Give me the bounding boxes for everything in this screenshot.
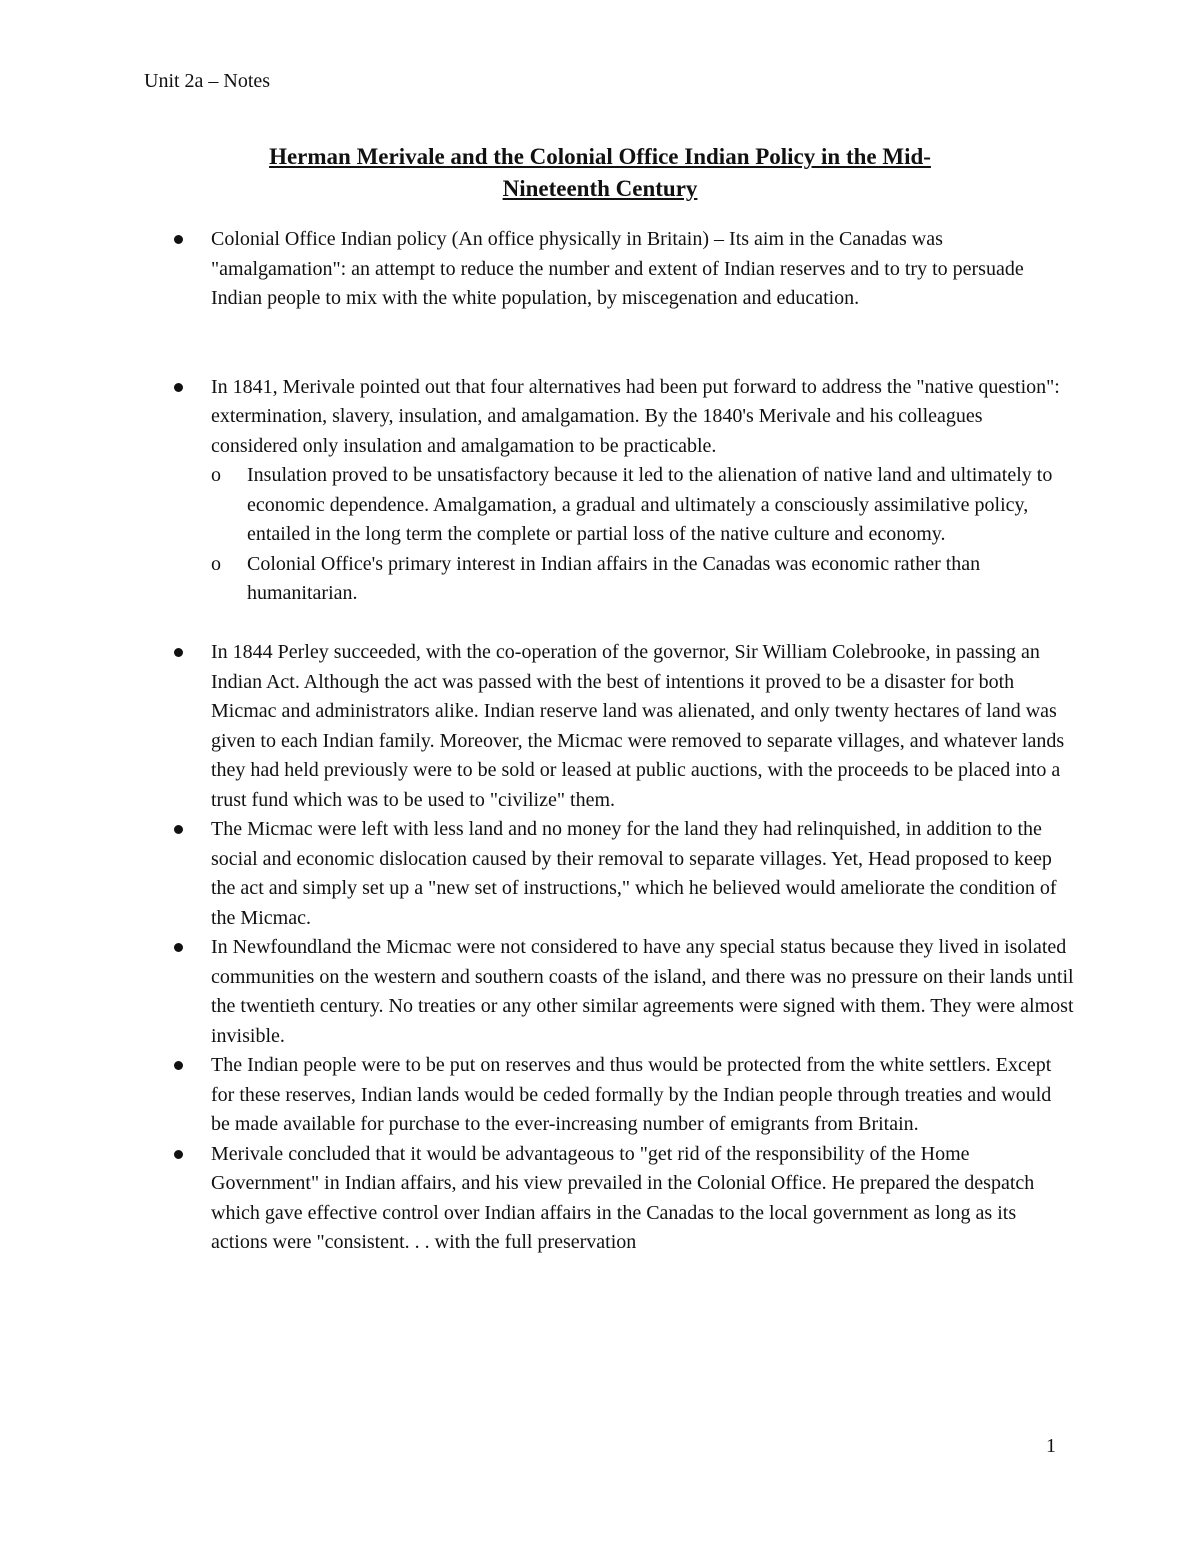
document-title (180, 141, 1020, 205)
bullet-icon (174, 1061, 183, 1070)
bullet-item (174, 1140, 1074, 1258)
sub-bullet-marker: o (211, 464, 221, 486)
bullet-text: In 1844 Perley succeeded, with the co-operation of the governor, Sir William Colebrooke, in passing an Indian Act. Although the act was passed with the best of intentions it proved to be a disaster for both Micmac and administrators alike. Indian reserve land was alienated, and only twenty hectares of land was given to each Indian family. Moreover, the Micmac were removed to separate villages, and whatever lands they had held previously were to be sold or leased at public auctions, with the proceeds to be placed into a trust fund which was to be used to "civilize" them. (211, 641, 1065, 811)
sub-bullet-text: Insulation proved to be unsatisfactory because it led to the alienation of native land and ultimately to economic dependence. Amalgamation, a gradual and ultimately a consciously assimilative policy, entailed in the long term the complete or partial loss of the native culture and economy. (247, 464, 1053, 545)
bullet-icon (174, 648, 183, 657)
notes-body (174, 225, 1074, 1258)
bullet-icon (174, 235, 183, 244)
sub-bullet-marker: o (211, 552, 221, 575)
bullet-text: In Newfoundland the Micmac were not considered to have any special status because they lived in isolated communities on the western and southern coasts of the island, and there was no pressure on their lands until the twentieth century. No treaties or any other similar agreements were signed with them. They were almost invisible. (211, 936, 1074, 1047)
bullet-item (174, 225, 1074, 314)
bullet-text: Merivale concluded that it would be advantageous to "get rid of the responsibility of the Home Government" in Indian affairs, and his view prevailed in the Colonial Office. He prepared the despatch which gave effective control over Indian affairs in the Canadas to the local government as long as its actions were "consistent. . . with the full preservation (211, 1142, 1035, 1253)
sub-bullet-text: Colonial Office's primary interest in Indian affairs in the Canadas was economic rather than humanitarian. (247, 552, 981, 604)
title-line-1: Herman Merivale and the Colonial Office Indian Policy in the Mid- (269, 144, 931, 169)
bullet-text: The Micmac were left with less land and no money for the land they had relinquished, in addition to the social and economic dislocation caused by their removal to separate villages. Yet, Head proposed to keep the act and simply set up a "new set of instructions," which he believed would ameliorate the condition of the Micmac. (211, 818, 1057, 929)
page-number: 1 (1046, 1435, 1056, 1457)
bullet-icon (174, 943, 183, 952)
title-line-2: Nineteenth Century (502, 176, 698, 201)
bullet-item (174, 933, 1074, 1051)
bullet-list (174, 225, 1074, 1258)
bullet-text: Colonial Office Indian policy (An office physically in Britain) – Its aim in the Canadas was "amalgamation": an attempt to reduce the number and extent of Indian reserves and to try to persuade Indian people to mix with the white population, by miscegenation and education. (211, 228, 1024, 309)
bullet-item (174, 373, 1074, 609)
sub-bullet-item (174, 461, 1074, 550)
bullet-icon (174, 383, 183, 392)
bullet-icon (174, 1150, 183, 1159)
sub-bullet-item (174, 550, 1074, 609)
bullet-item (174, 1051, 1074, 1140)
bullet-icon (174, 825, 183, 834)
bullet-text: In 1841, Merivale pointed out that four alternatives had been put forward to address the "native question": extermination, slavery, insulation, and amalgamation. By the 1840's Merivale and his colleagues considered only insulation and amalgamation to be practicable. (211, 375, 1060, 457)
page-header: Unit 2a – Notes (144, 70, 271, 92)
bullet-item (174, 638, 1074, 815)
bullet-item (174, 815, 1074, 933)
bullet-text: The Indian people were to be put on reserves and thus would be protected from the white settlers. Except for these reserves, Indian lands would be ceded formally by the Indian people through treaties and would be made available for purchase to the ever-increasing number of emigrants from Britain. (211, 1054, 1052, 1135)
sub-bullet-list (174, 461, 1074, 609)
